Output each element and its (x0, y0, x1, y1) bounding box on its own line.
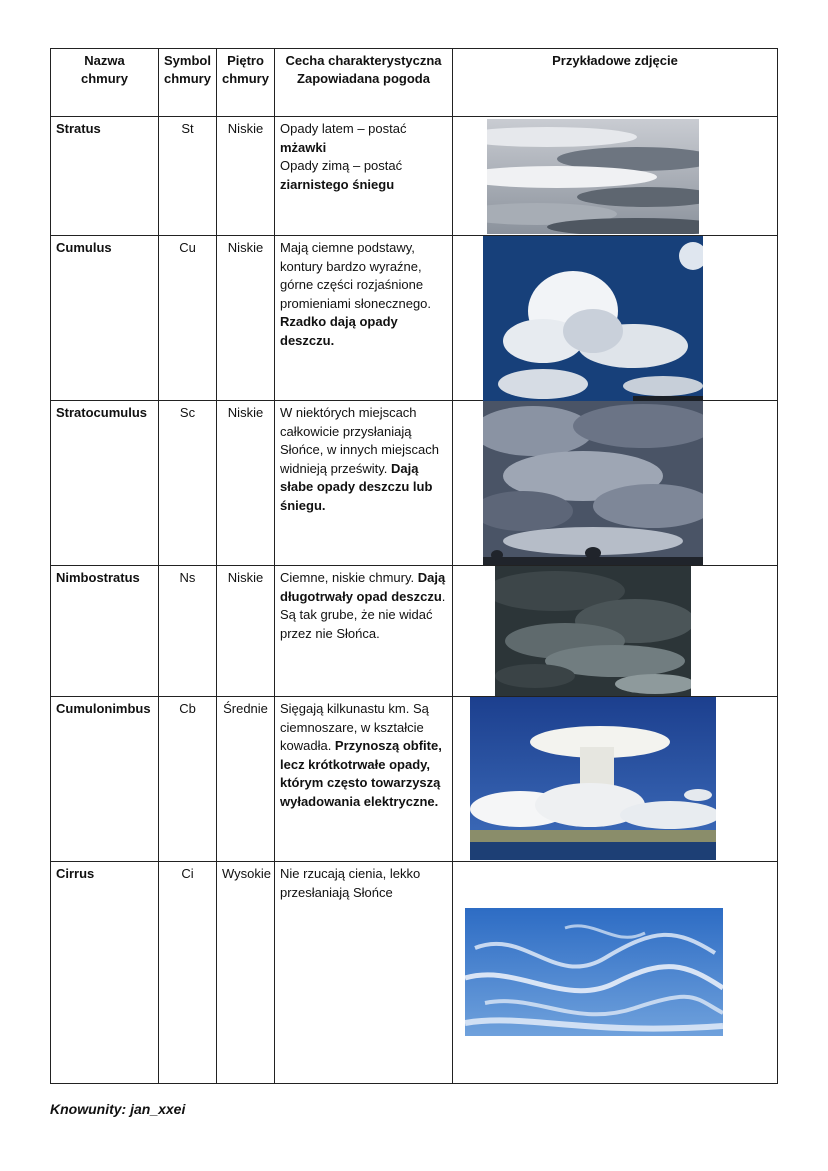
footer-credit: Knowunity: jan_xxei (50, 1101, 186, 1117)
cloud-description: Ciemne, niskie chmury. Dają długotrwały opad deszczu. Są tak grube, że nie widać przez nie Słońca. (275, 566, 453, 697)
table-row (51, 236, 778, 401)
cloud-level: Niskie (217, 401, 275, 566)
cloud-name: Stratus (51, 117, 159, 236)
header-level: Piętro chmury (217, 49, 275, 117)
cloud-symbol: Sc (159, 401, 217, 566)
cloud-symbol: Ci (159, 862, 217, 1084)
photo-cell (453, 697, 778, 862)
table-row (51, 401, 778, 566)
header-description: Cecha charakterystyczna Zapowiadana pogoda (275, 49, 453, 117)
photo-cell (453, 236, 778, 401)
cloud-level: Niskie (217, 236, 275, 401)
clouds-table (50, 48, 778, 1084)
table-row (51, 862, 778, 1084)
cloud-description: Mają ciemne podstawy, kontury bardzo wyraźne, górne części rozjaśnione promieniami słonecznego. Rzadko dają opady deszczu. (275, 236, 453, 401)
photo-cell (453, 401, 778, 566)
nimbostratus-photo (495, 566, 691, 696)
cloud-name: Nimbostratus (51, 566, 159, 697)
header-row (51, 49, 778, 117)
cloud-level: Niskie (217, 117, 275, 236)
header-symbol: Symbol chmury (159, 49, 217, 117)
cirrus-photo (465, 908, 723, 1036)
header-name: Nazwa chmury (51, 49, 159, 117)
cloud-name: Cirrus (51, 862, 159, 1084)
cloud-level: Niskie (217, 566, 275, 697)
cloud-description: Opady latem – postać mżawki Opady zimą – postać ziarnistego śniegu (275, 117, 453, 236)
cloud-name: Stratocumulus (51, 401, 159, 566)
cloud-level: Wysokie (217, 862, 275, 1084)
cloud-symbol: St (159, 117, 217, 236)
cloud-name: Cumulus (51, 236, 159, 401)
cloud-level: Średnie (217, 697, 275, 862)
photo-cell (453, 862, 778, 1084)
cloud-symbol: Ns (159, 566, 217, 697)
cloud-symbol: Cu (159, 236, 217, 401)
table-row (51, 697, 778, 862)
cumulonimbus-photo (470, 697, 716, 860)
photo-cell (453, 566, 778, 697)
table-row (51, 566, 778, 697)
cloud-name: Cumulonimbus (51, 697, 159, 862)
header-photo: Przykładowe zdjęcie (453, 49, 778, 117)
cloud-description: Nie rzucają cienia, lekko przesłaniają Słońce (275, 862, 453, 1084)
cloud-description: Sięgają kilkunastu km. Są ciemnoszare, w kształcie kowadła. Przynoszą obfite, lecz krótkotrwałe opady, którym często towarzyszą wyładowania elektryczne. (275, 697, 453, 862)
stratus-photo (487, 119, 699, 234)
photo-cell (453, 117, 778, 236)
cloud-symbol: Cb (159, 697, 217, 862)
stratocumulus-photo (483, 401, 703, 565)
cumulus-photo (483, 236, 703, 401)
table-row (51, 117, 778, 236)
cloud-description: W niektórych miejscach całkowicie przysłaniają Słońce, w innych miejscach widnieją prześwity. Dają słabe opady deszczu lub śniegu. (275, 401, 453, 566)
